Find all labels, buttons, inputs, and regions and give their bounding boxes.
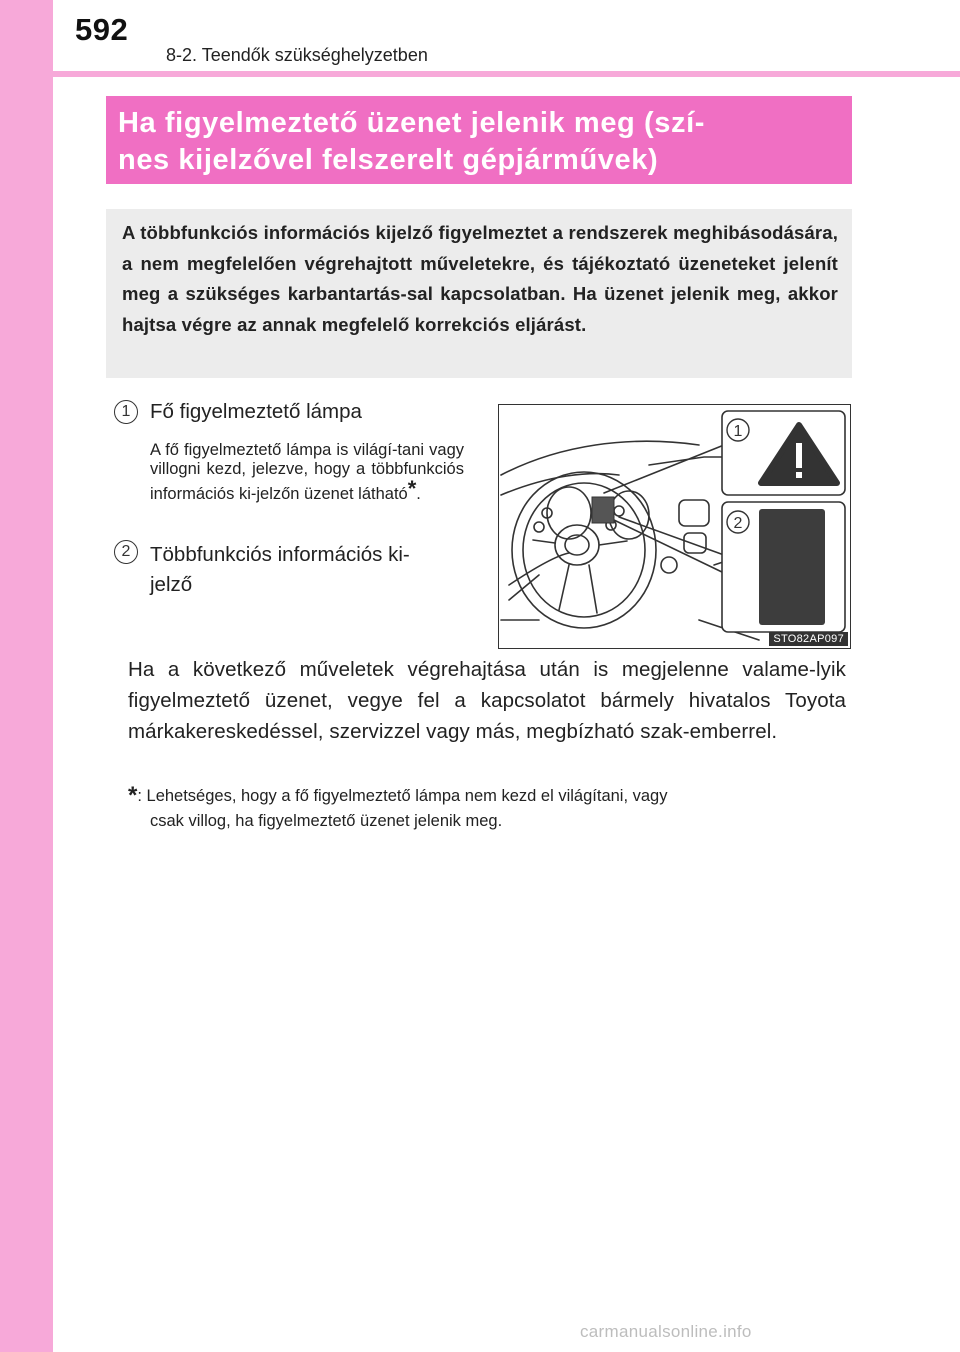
footnote-line-1: : Lehetséges, hogy a fő figyelmeztető lámpa nem kezd el világítani, vagy <box>137 787 668 805</box>
body-paragraph: Ha a következő műveletek végrehajtása után is megjelenne valame-lyik figyelmeztető üzenet, vegye fel a kapcsolatot bármely hivatalos Toyota márkakereskedéssel, szervizzel vagy más, megbízható szak-emberrel. <box>128 658 846 743</box>
dashboard-illustration <box>498 404 851 649</box>
title-line-2: nes kijelzővel felszerelt gépjárművek) <box>118 144 659 176</box>
item-1-number: 1 <box>114 400 138 424</box>
title-line-1: Ha figyelmeztető üzenet jelenik meg (szí- <box>118 107 706 139</box>
footnote-line-2: csak villog, ha figyelmeztető üzenet jelenik meg. <box>150 812 503 830</box>
intro-box <box>106 209 852 378</box>
item-1-period: . <box>416 485 421 503</box>
title-box <box>106 96 852 184</box>
item-1-footnote-marker: * <box>407 476 417 501</box>
item-1-title: Fő figyelmeztető lámpa <box>150 400 362 423</box>
callout-2-label: 2 <box>733 515 743 532</box>
item-2-title-line-1: Többfunkciós információs ki- <box>150 543 410 566</box>
header-rule <box>53 71 960 77</box>
page-number: 592 <box>75 12 129 47</box>
footnote <box>128 783 846 834</box>
side-color-bar <box>0 0 53 1352</box>
illustration-code: STO82AP097 <box>769 632 848 646</box>
item-1-description <box>150 441 464 504</box>
item-1-description-text: A fő figyelmeztető lámpa is világí-tani vagy villogni kezd, jelezve, hogy a többfunkciós információs ki-jelzőn üzenet látható <box>150 441 464 503</box>
item-2-number: 2 <box>114 540 138 564</box>
item-2-title-line-2: jelző <box>150 573 193 596</box>
intro-text: A többfunkciós információs kijelző figyelmeztet a rendszerek meghibásodására, a nem megfelelően végrehajtott műveletekre, és tájékoztató üzeneteket jelenít meg a szükséges karbantartás-sal kapcsolatban. Ha üzenet jelenik meg, akkor hajtsa végre az annak megfelelő korrekciós eljárást. <box>122 222 838 335</box>
footnote-marker: * <box>128 782 138 809</box>
steering-wheel-drawing <box>499 405 851 649</box>
watermark: carmanualsonline.info <box>580 1322 752 1341</box>
callout-1-label: 1 <box>733 423 743 440</box>
section-title: 8-2. Teendők szükséghelyzetben <box>166 45 428 65</box>
